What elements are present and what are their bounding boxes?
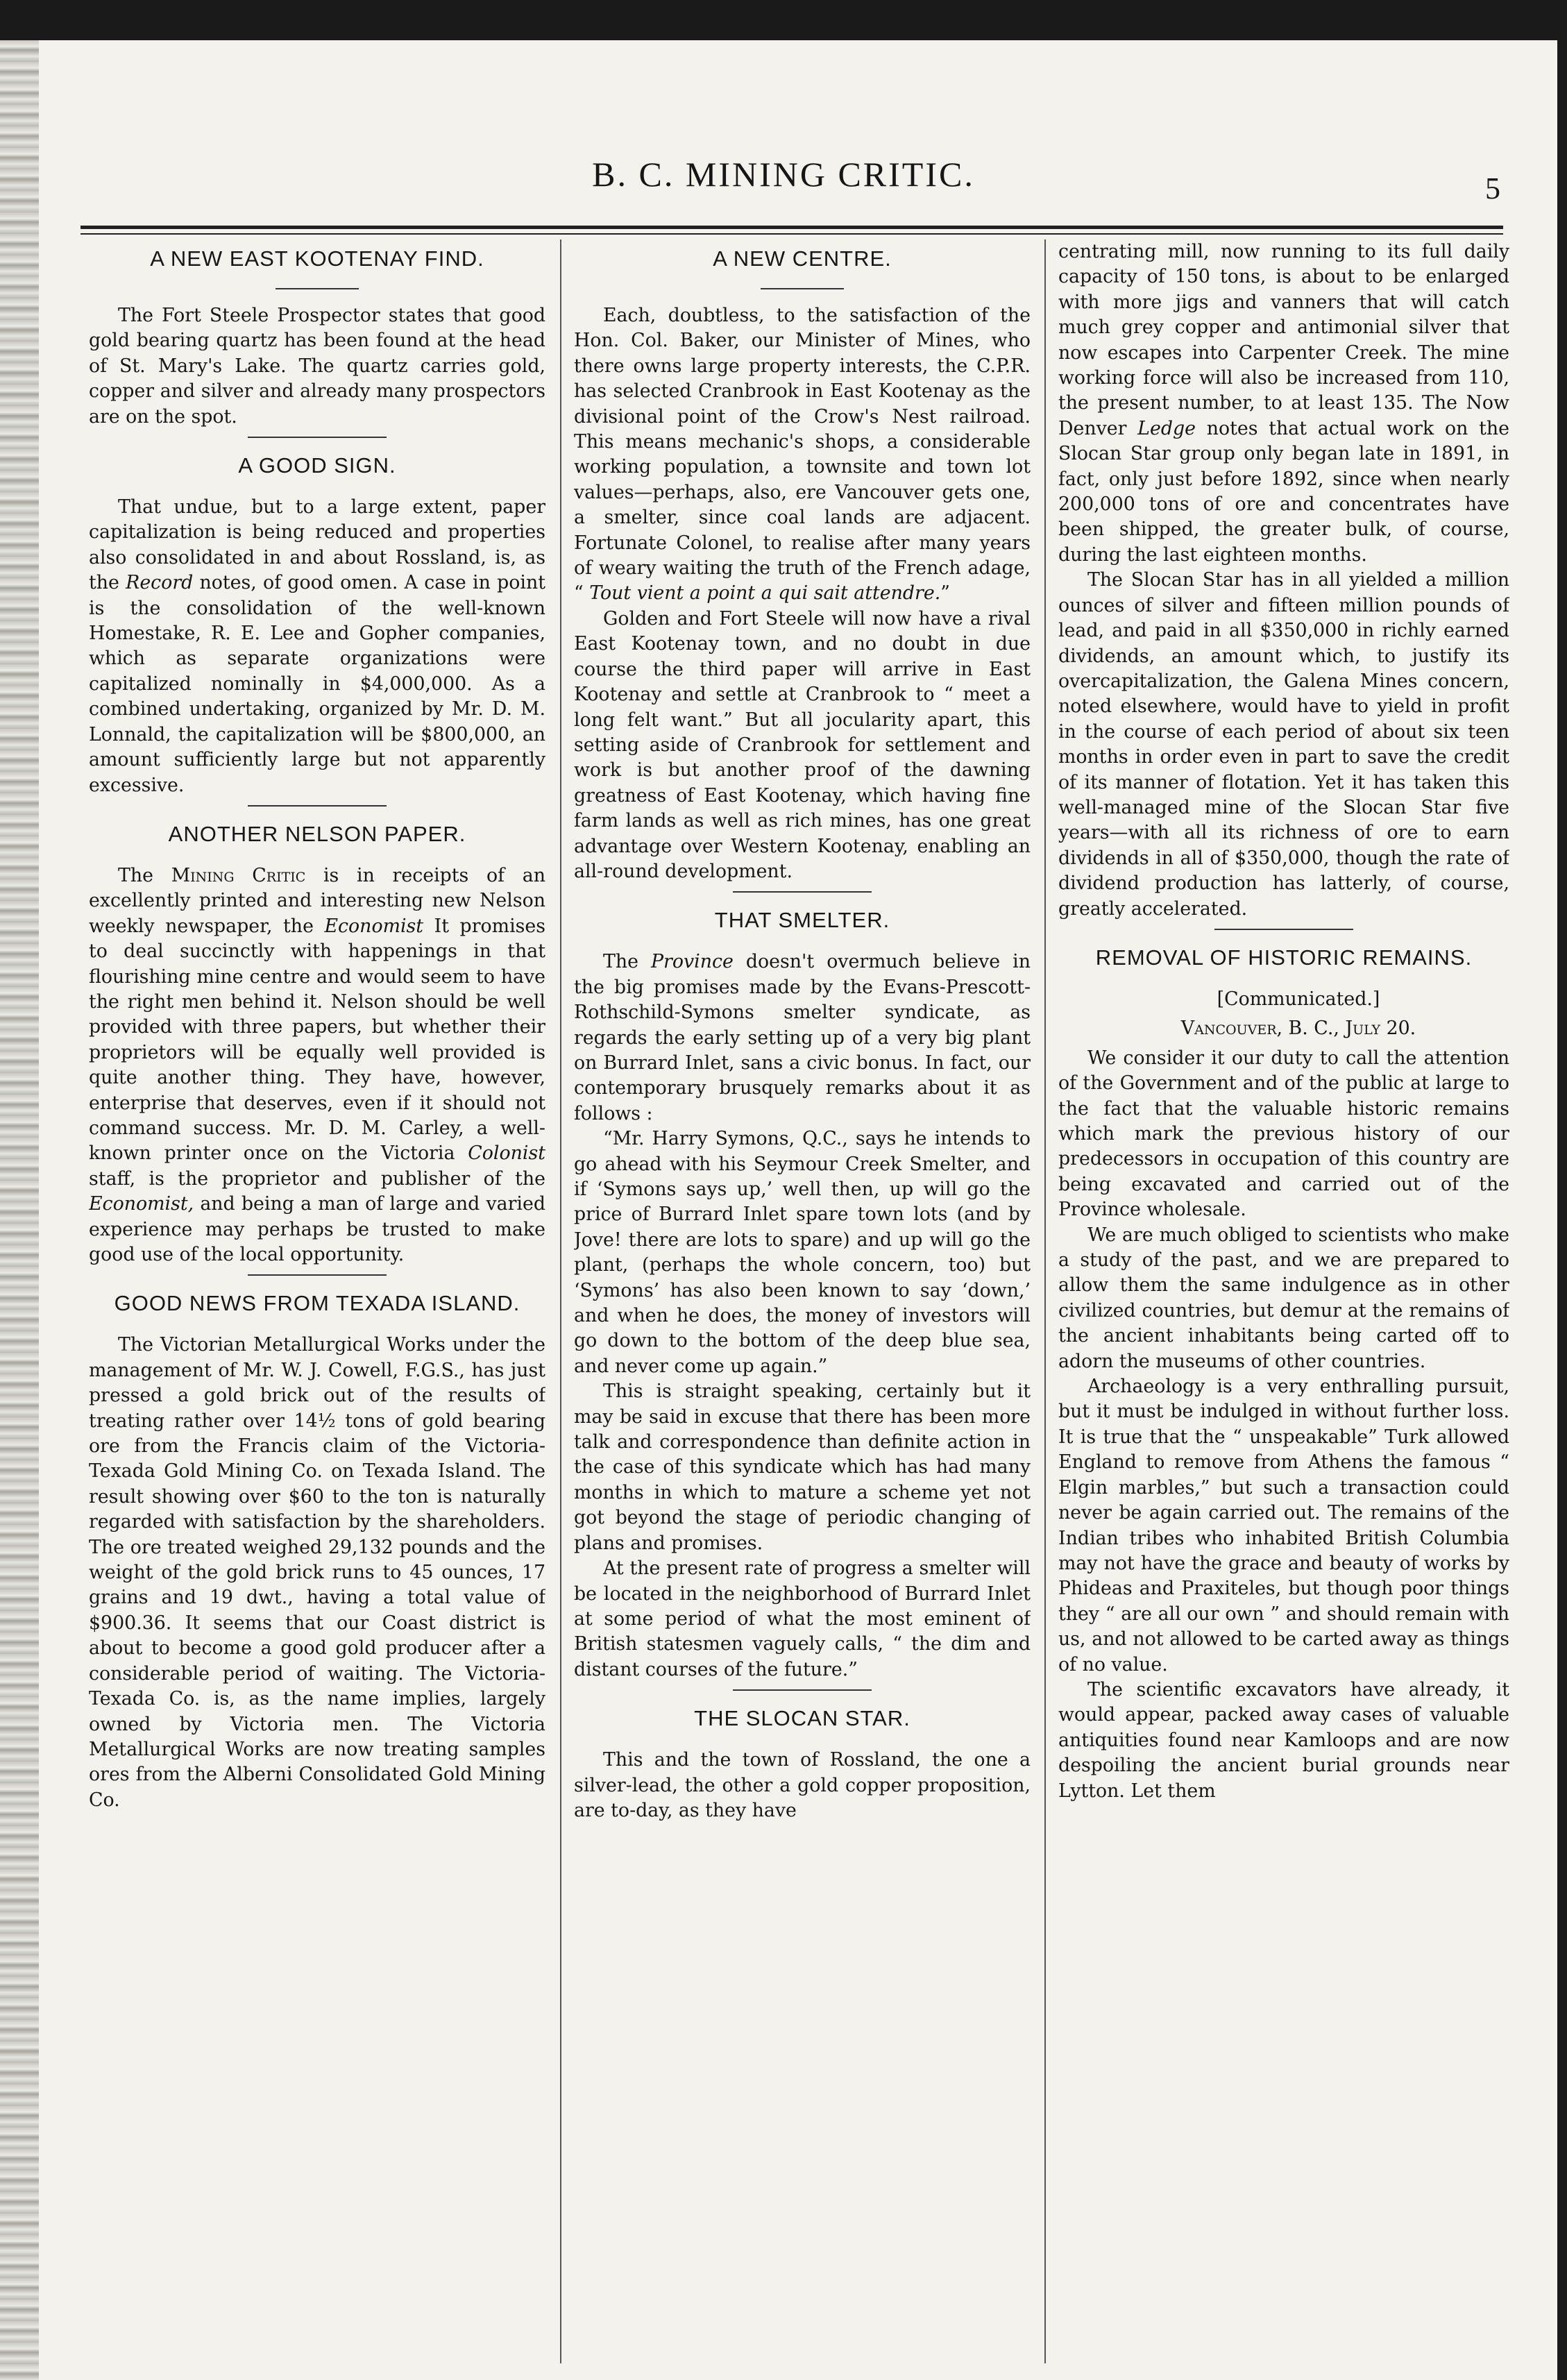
article-paragraph: Golden and Fort Steele will now have a rival East Kootenay town, and no doubt in due course the third paper will arrive in East Kootenay and settle at Cranbrook to “ meet a long felt want.” But all jocularity apart, this setting aside of Cranbrook for settlement and work is but another proof of the dawning greatness of East Kootenay, which having fine farm lands as well as rich mines, has one great advantage over Western Kootenay, enabling an all-round development.	[574, 607, 1031, 882]
article-quote: “Mr. Harry Symons, Q.C., says he intends to go ahead with his Seymour Creek Smelter, and if ‘Symons says up,’ well then, up will go the price of Burrard Inlet spare town lots (and by Jove! there are lots to spare) and up will go the plant, (perhaps the whole concern, too) but ‘Symons’ has also been known to say ‘down,’ and when he does, the money of investors will go down to the bottom of the deep blue sea, and never come up again.”	[574, 1128, 1031, 1377]
column-divider	[560, 239, 561, 2363]
article-paragraph: The Fort Steele Prospector states that good gold bearing quartz has been found at the head of St. Mary's Lake. The quartz carries gold, copper and silver and already many prospectors are on the spot.	[89, 305, 545, 428]
article-paragraph: This and the town of Rossland, the one a silver-lead, the other a gold copper proposition, are to-day, as they have	[574, 1749, 1031, 1821]
section-rule	[248, 1274, 387, 1276]
column-2	[574, 239, 1031, 2380]
heading-rule	[276, 288, 359, 289]
header-rule-thin	[81, 233, 1503, 235]
communicated-note: [Communicated.]	[1217, 988, 1380, 1010]
article-heading: THE SLOCAN STAR.	[694, 1706, 910, 1731]
article-paragraph: Archaeology is a very enthralling pursuit, but it must be indulged in without further loss. It is true that the “ unspeakable” Turk allowed England to remove from Athens the famous “ Elgin marbles,” but such a transaction could never be again carried out. The remains of the Indian tribes who inhabited British Columbia may not have the grace and beauty of works by Phideas and Praxiteles, but though poor things they “ are all our own ” and should remain with us, and not allowed to be carted away as things of no value.	[1058, 1376, 1509, 1676]
section-rule	[733, 891, 872, 893]
article-heading: REMOVAL OF HISTORIC REMAINS.	[1095, 945, 1473, 970]
section-rule	[248, 805, 387, 807]
article-paragraph: The scientific excavators have already, it would appear, packed away cases of valuable antiquities found near Kamloops and are now despoiling the ancient burial grounds near Lytton. Let them	[1058, 1678, 1509, 1802]
article-heading: A GOOD SIGN.	[238, 453, 396, 478]
article-paragraph: Each, doubtless, to the satisfaction of the Hon. Col. Baker, our Minister of Mines, who there owns large property interests, the C.P.R. has selected Cranbrook in East Kootenay as the divisional point of the Crow's Nest railroad. This means mechanic's shops, a considerable working population, a townsite and town lot values—perhaps, also, ere Vancouver gets one, a smelter, since coal lands are adjacent. Fortunate Colonel, to realise after many years of weary waiting the truth of the French adage, “ Tout vient a point a qui sait attendre.”	[574, 305, 1031, 605]
scan-right-border	[1557, 0, 1567, 2380]
column-divider	[1044, 239, 1046, 2363]
dateline: Vancouver, B. C., July 20.	[1180, 1018, 1416, 1040]
article-heading: ANOTHER NELSON PAPER.	[168, 821, 466, 846]
article-heading: GOOD NEWS FROM TEXADA ISLAND.	[114, 1291, 520, 1316]
article-paragraph: That undue, but to a large extent, paper capitalization is being reduced and properties also consolidated in and about Rossland, is, as the Record notes, of good omen. A case in point is the consolidation of the well-known Homestake, R. E. Lee and Gopher companies, which as separate organizations were capitalized nominally in $4,000,000. As a combined undertaking, organized by Mr. D. M. Lonnald, the capitalization will be $800,000, an amount sufficiently large but not apparently excessive.	[89, 496, 545, 796]
page-header-title: B. C. MINING CRITIC.	[592, 155, 975, 194]
section-rule	[248, 437, 387, 438]
column-1	[89, 239, 545, 2380]
article-paragraph: centrating mill, now running to its full daily capacity of 150 tons, is about to be enlarged with more jigs and vanners that will catch much grey copper and antimonial silver that now escapes into Carpenter Creek. The mine working force will also be increased from 110, the present number, to at least 135. The Now Denver Ledge notes that actual work on the Slocan Star group only began late in 1891, in fact, only just before 1892, since when nearly 200,000 tons of ore and concentrates have been shipped, the greater bulk, of course, during the last eighteen months.	[1058, 241, 1509, 566]
article-heading: A NEW CENTRE.	[713, 246, 892, 271]
article-paragraph: This is straight speaking, certainly but it may be said in excuse that there has been more talk and correspondence than definite action in the case of this syndicate which has had many months in which to mature a scheme yet not got beyond the stage of periodic changing of plans and promises.	[574, 1381, 1031, 1554]
article-paragraph: The Mining Critic is in receipts of an excellently printed and interesting new Nelson weekly newspaper, the Economist It promises to deal succinctly with happenings in that flourishing mine centre and would seem to have the right men behind it. Nelson should be well provided with three papers, but whether their proprietors will be equally well provided is quite another thing. They have, however, enterprise that deserves, even if it should not command success. Mr. D. M. Carley, a well-known printer once on the Victoria Colonist staff, is the proprietor and publisher of the Economist, and being a man of large and varied experience may perhaps be trusted to make good use of the local opportunity.	[89, 864, 545, 1265]
column-3	[1058, 239, 1509, 2380]
scan-top-border	[0, 0, 1567, 40]
article-paragraph: We are much obliged to scientists who make a study of the past, and we are prepared to allow them the same indulgence as in other civilized countries, but demur at the remains of the ancient inhabitants being carted off to adorn the museums of other countries.	[1058, 1224, 1509, 1372]
article-paragraph: We consider it our duty to call the attention of the Government and of the public at large to the fact that the valuable historic remains which mark the previous history of our predecessors in occupation of this country are being excavated and carried out of the Province wholesale.	[1058, 1047, 1509, 1221]
article-paragraph: The Province doesn't overmuch believe in the big promises made by the Evans-Prescott-Rothschild-Symons smelter syndicate, as regards the early setting up of a very big plant on Burrard Inlet, sans a civic bonus. In fact, our contemporary brusquely remarks about it as follows :	[574, 951, 1031, 1124]
scan-left-edge	[0, 40, 39, 2380]
article-paragraph: The Slocan Star has in all yielded a million ounces of silver and fifteen million pounds of lead, and paid in all $350,000 in richly earned dividends, an amount which, to justify its overcapitalization, the Galena Mines concern, noted elsewhere, would have to yield in profit in the course of each period of about six teen months in order even in part to save the credit of its manner of flotation. Yet it has taken this well-managed mine of the Slocan Star five years—with all its richness of ore to earn dividends in all of $350,000, though the rate of dividend production has latterly, of course, greatly accelerated.	[1058, 569, 1509, 920]
article-paragraph: The Victorian Metallurgical Works under the management of Mr. W. J. Cowell, F.G.S., has just pressed a gold brick out of the results of treating rather over 14½ tons of gold bearing ore from the Francis claim of the Victoria-Texada Gold Mining Co. on Texada Island. The result showing over $60 to the ton is naturally regarded with satisfaction by the shareholders. The ore treated weighed 29,132 pounds and the weight of the gold brick runs to 45 ounces, 17 grains and 19 dwt., having a total value of $900.36. It seems that our Coast district is about to become a good gold producer after a considerable period of waiting. The Victoria-Texada Co. is, as the name implies, largely owned by Victoria men. The Victoria Metallurgical Works are now treating samples ores from the Alberni Consolidated Gold Mining Co.	[89, 1334, 545, 1811]
article-heading: THAT SMELTER.	[714, 908, 890, 933]
heading-rule	[761, 288, 844, 289]
section-rule	[733, 1689, 872, 1691]
header-rule	[81, 226, 1503, 229]
article-heading: A NEW EAST KOOTENAY FIND.	[150, 246, 484, 271]
section-rule	[1214, 929, 1353, 930]
page-number: 5	[1485, 171, 1500, 205]
article-paragraph: At the present rate of progress a smelter will be located in the neighborhood of Burrard Inlet at some period of what the most eminent of British statesmen vaguely calls, “ the dim and distant courses of the future.”	[574, 1558, 1031, 1680]
